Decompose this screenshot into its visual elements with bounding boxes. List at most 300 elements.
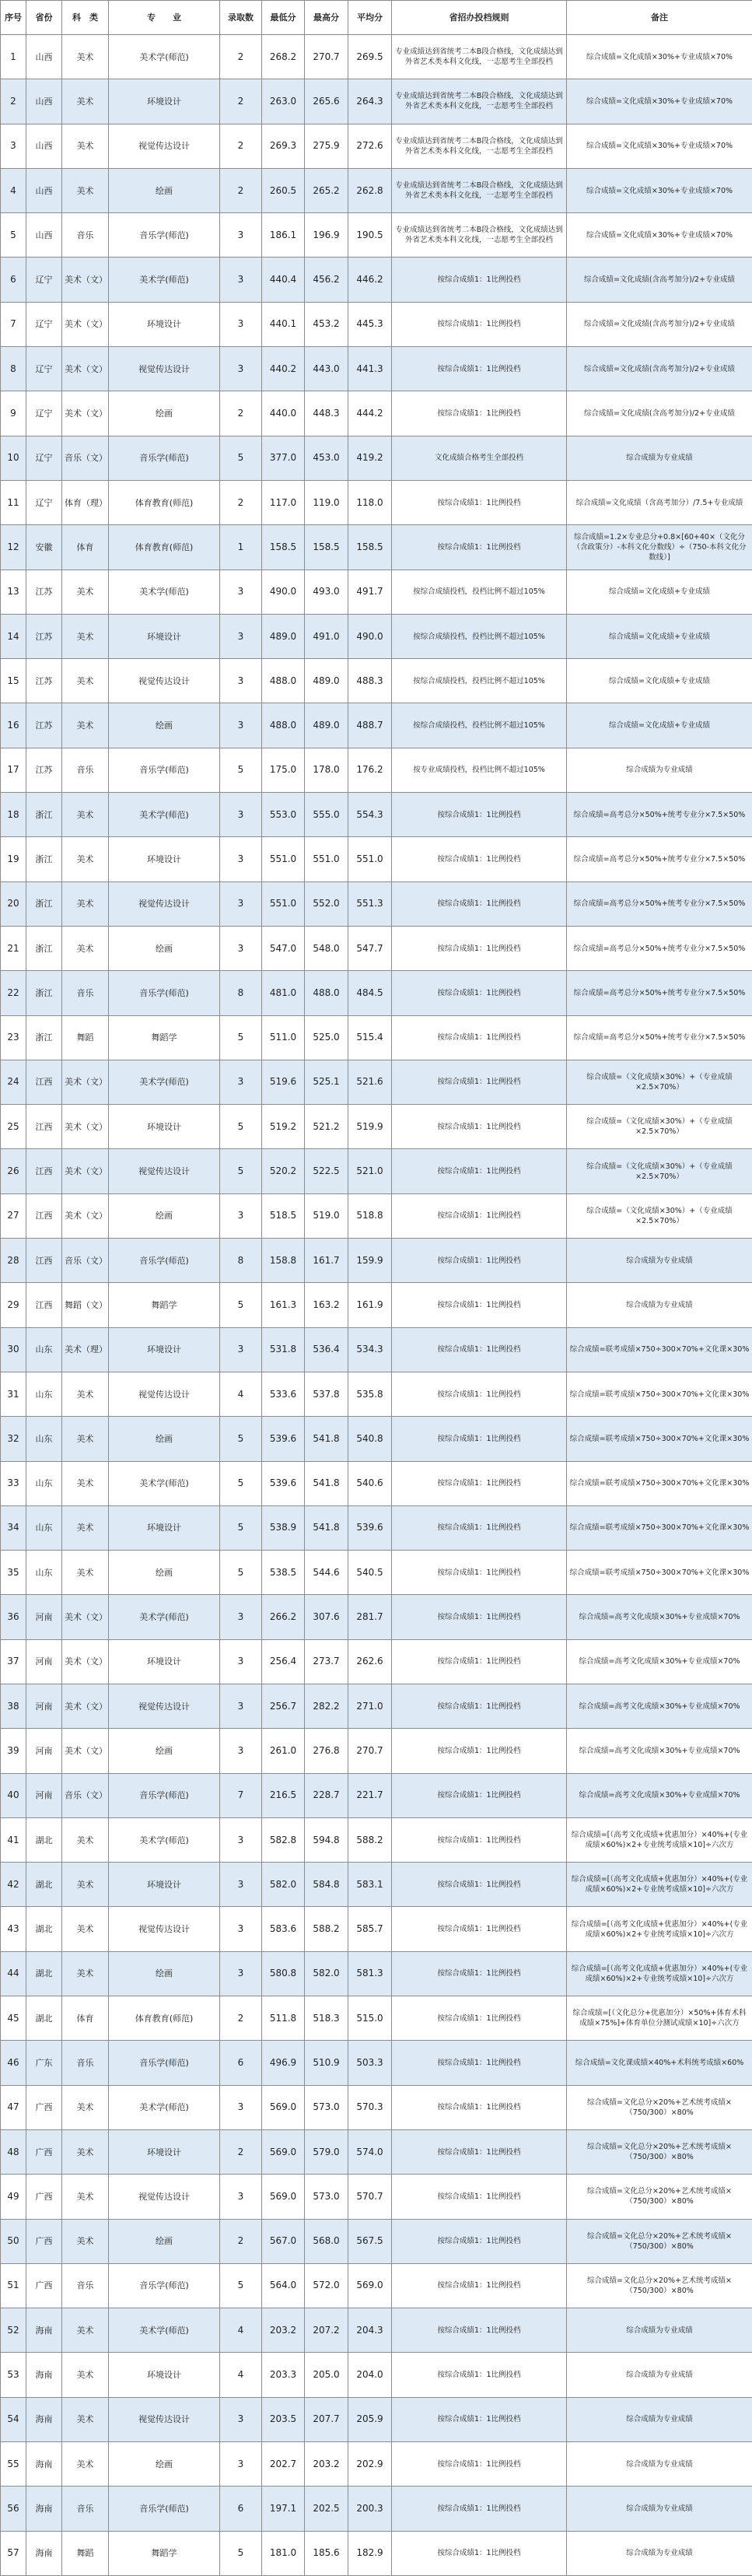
cell-index: 14 — [1, 614, 26, 658]
cell-max-score: 594.8 — [305, 1817, 348, 1862]
cell-major: 音乐学(师范) — [109, 436, 220, 480]
cell-major: 绘画 — [109, 168, 220, 212]
cell-avg-score: 419.2 — [348, 436, 392, 480]
cell-min-score: 582.8 — [262, 1817, 305, 1862]
cell-category: 美术 — [62, 1505, 109, 1550]
cell-avg-score: 118.0 — [348, 480, 392, 524]
table-row — [1, 926, 752, 970]
cell-category: 体育（理） — [62, 480, 109, 524]
cell-category: 舞蹈 — [62, 1015, 109, 1060]
cell-index: 33 — [1, 1461, 26, 1505]
cell-note: 综合成绩=[（高考文化成绩+优惠加分）×40%+(专业成绩×60%)×2+专业统考成绩×10]÷六次方 — [567, 1907, 752, 1951]
table-row — [1, 837, 752, 881]
table-row — [1, 2129, 752, 2174]
cell-rule: 按综合成绩1：1比例投档 — [392, 1060, 567, 1104]
table-body — [1, 35, 752, 2576]
cell-index: 52 — [1, 2308, 26, 2353]
cell-admitted: 2 — [220, 124, 262, 168]
cell-province: 山西 — [26, 168, 62, 212]
cell-category: 美术 — [62, 659, 109, 703]
cell-major: 音乐学(师范) — [109, 1239, 220, 1283]
cell-min-score: 569.0 — [262, 2175, 305, 2219]
table-row — [1, 1595, 752, 1639]
cell-index: 10 — [1, 436, 26, 480]
cell-category: 音乐 — [62, 2041, 109, 2085]
cell-avg-score: 488.7 — [348, 703, 392, 748]
cell-max-score: 491.0 — [305, 614, 348, 658]
cell-category: 美术 — [62, 1863, 109, 1907]
cell-rule: 按综合成绩1：1比例投档 — [392, 302, 567, 346]
cell-max-score: 510.9 — [305, 2041, 348, 2085]
cell-category: 美术（理） — [62, 1327, 109, 1372]
table-row — [1, 1461, 752, 1505]
cell-index: 25 — [1, 1105, 26, 1149]
cell-rule: 按综合成绩1：1比例投档 — [392, 881, 567, 926]
cell-major: 视觉传达设计 — [109, 1372, 220, 1416]
cell-rule: 专业成绩达到省统考二本B段合格线，文化成绩达到外省艺术类本科文化线，一志愿考生全部投档 — [392, 79, 567, 124]
cell-index: 51 — [1, 2263, 26, 2308]
cell-max-score: 161.7 — [305, 1239, 348, 1283]
cell-admitted: 8 — [220, 971, 262, 1015]
cell-rule: 按综合成绩1：1比例投档 — [392, 1951, 567, 1996]
cell-note: 综合成绩=文化成绩+专业成绩 — [567, 659, 752, 703]
cell-admitted: 3 — [220, 258, 262, 302]
cell-note: 综合成绩=联考成绩×750÷300×70%+文化课×30% — [567, 1327, 752, 1372]
cell-max-score: 541.8 — [305, 1461, 348, 1505]
cell-max-score: 489.0 — [305, 659, 348, 703]
cell-major: 绘画 — [109, 926, 220, 970]
cell-note: 综合成绩为专业成绩 — [567, 2531, 752, 2575]
table-row — [1, 971, 752, 1015]
cell-index: 54 — [1, 2397, 26, 2441]
cell-min-score: 564.0 — [262, 2263, 305, 2308]
cell-rule: 按综合成绩1：1比例投档 — [392, 2041, 567, 2085]
cell-major: 环境设计 — [109, 1327, 220, 1372]
cell-min-score: 539.6 — [262, 1461, 305, 1505]
cell-rule: 按综合成绩1：1比例投档 — [392, 2397, 567, 2441]
cell-major: 绘画 — [109, 1551, 220, 1595]
table-row — [1, 436, 752, 480]
cell-min-score: 377.0 — [262, 436, 305, 480]
cell-min-score: 440.2 — [262, 347, 305, 391]
table-row — [1, 1283, 752, 1327]
cell-max-score: 163.2 — [305, 1283, 348, 1327]
cell-note: 综合成绩=高考文化成绩×30%+专业成绩×70% — [567, 1773, 752, 1817]
cell-rule: 按综合成绩1：1比例投档 — [392, 2442, 567, 2487]
table-row — [1, 2041, 752, 2085]
cell-admitted: 3 — [220, 1907, 262, 1951]
cell-note: 综合成绩=高考总分×50%+统考专业分×7.5×50% — [567, 793, 752, 837]
cell-min-score: 520.2 — [262, 1149, 305, 1193]
cell-category: 美术（文） — [62, 1595, 109, 1639]
cell-avg-score: 585.7 — [348, 1907, 392, 1951]
cell-note: 综合成绩=联考成绩×750÷300×70%+文化课×30% — [567, 1417, 752, 1461]
cell-major: 视觉传达设计 — [109, 659, 220, 703]
cell-index: 44 — [1, 1951, 26, 1996]
cell-max-score: 448.3 — [305, 391, 348, 436]
cell-note: 综合成绩=高考总分×50%+统考专业分×7.5×50% — [567, 881, 752, 926]
cell-max-score: 202.5 — [305, 2487, 348, 2531]
cell-major: 绘画 — [109, 1417, 220, 1461]
cell-admitted: 3 — [220, 213, 262, 258]
cell-category: 美术 — [62, 703, 109, 748]
cell-rule: 按综合成绩1：1比例投档 — [392, 1149, 567, 1193]
cell-index: 21 — [1, 926, 26, 970]
table-row — [1, 1015, 752, 1060]
cell-max-score: 588.2 — [305, 1907, 348, 1951]
cell-index: 43 — [1, 1907, 26, 1951]
cell-major: 美术学(师范) — [109, 1461, 220, 1505]
cell-index: 9 — [1, 391, 26, 436]
cell-avg-score: 444.2 — [348, 391, 392, 436]
cell-category: 美术 — [62, 926, 109, 970]
cell-admitted: 3 — [220, 614, 262, 658]
cell-major: 视觉传达设计 — [109, 1907, 220, 1951]
cell-rule: 按综合成绩1：1比例投档 — [392, 1239, 567, 1283]
cell-major: 绘画 — [109, 1951, 220, 1996]
cell-admitted: 5 — [220, 1015, 262, 1060]
cell-province: 浙江 — [26, 837, 62, 881]
cell-province: 海南 — [26, 2353, 62, 2397]
cell-province: 江苏 — [26, 659, 62, 703]
cell-major: 音乐学(师范) — [109, 2041, 220, 2085]
cell-admitted: 3 — [220, 1595, 262, 1639]
cell-min-score: 518.5 — [262, 1193, 305, 1238]
cell-category: 美术 — [62, 881, 109, 926]
header-rule: 省招办投档规则 — [392, 1, 567, 35]
cell-rule: 按综合成绩1：1比例投档 — [392, 2353, 567, 2397]
cell-max-score: 493.0 — [305, 570, 348, 614]
cell-min-score: 256.4 — [262, 1639, 305, 1684]
cell-rule: 按综合成绩1：1比例投档 — [392, 2308, 567, 2353]
cell-note: 综合成绩=（文化成绩×30%）+（专业成绩×2.5×70%） — [567, 1149, 752, 1193]
cell-max-score: 518.3 — [305, 1996, 348, 2041]
cell-major: 绘画 — [109, 1729, 220, 1773]
cell-category: 美术 — [62, 79, 109, 124]
cell-admitted: 3 — [220, 2397, 262, 2441]
table-row — [1, 1863, 752, 1907]
cell-index: 55 — [1, 2442, 26, 2487]
cell-major: 音乐学(师范) — [109, 748, 220, 792]
cell-max-score: 282.2 — [305, 1684, 348, 1728]
cell-admitted: 7 — [220, 1773, 262, 1817]
cell-min-score: 216.5 — [262, 1773, 305, 1817]
cell-avg-score: 540.5 — [348, 1551, 392, 1595]
cell-admitted: 5 — [220, 1105, 262, 1149]
cell-max-score: 207.7 — [305, 2397, 348, 2441]
cell-major: 环境设计 — [109, 302, 220, 346]
cell-note: 综合成绩=联考成绩×750÷300×70%+文化课×30% — [567, 1372, 752, 1416]
cell-avg-score: 583.1 — [348, 1863, 392, 1907]
cell-index: 16 — [1, 703, 26, 748]
cell-min-score: 539.6 — [262, 1417, 305, 1461]
cell-max-score: 522.5 — [305, 1149, 348, 1193]
cell-note: 综合成绩为专业成绩 — [567, 436, 752, 480]
cell-province: 广西 — [26, 2263, 62, 2308]
cell-min-score: 569.0 — [262, 2129, 305, 2174]
cell-min-score: 266.2 — [262, 1595, 305, 1639]
cell-avg-score: 570.7 — [348, 2175, 392, 2219]
cell-min-score: 261.0 — [262, 1729, 305, 1773]
cell-avg-score: 204.3 — [348, 2308, 392, 2353]
cell-rule: 按综合成绩1：1比例投档 — [392, 525, 567, 570]
cell-max-score: 573.0 — [305, 2175, 348, 2219]
cell-rule: 按综合成绩1：1比例投档 — [392, 347, 567, 391]
cell-min-score: 161.3 — [262, 1283, 305, 1327]
cell-province: 河南 — [26, 1773, 62, 1817]
cell-max-score: 548.0 — [305, 926, 348, 970]
cell-note: 综合成绩=（文化成绩×30%）+（专业成绩×2.5×70%） — [567, 1105, 752, 1149]
cell-admitted: 3 — [220, 570, 262, 614]
cell-rule: 按综合成绩1：1比例投档 — [392, 2175, 567, 2219]
cell-min-score: 186.1 — [262, 213, 305, 258]
cell-admitted: 3 — [220, 837, 262, 881]
cell-major: 美术学(师范) — [109, 2308, 220, 2353]
cell-rule: 专业成绩达到省统考二本B段合格线，文化成绩达到外省艺术类本科文化线，一志愿考生全部投档 — [392, 168, 567, 212]
table-row — [1, 1060, 752, 1104]
cell-admitted: 2 — [220, 35, 262, 79]
cell-index: 24 — [1, 1060, 26, 1104]
cell-note: 综合成绩=高考文化成绩×30%+专业成绩×70% — [567, 1684, 752, 1728]
table-row — [1, 480, 752, 524]
cell-max-score: 584.8 — [305, 1863, 348, 1907]
cell-province: 河南 — [26, 1639, 62, 1684]
cell-category: 舞蹈 — [62, 2531, 109, 2575]
table-row — [1, 2487, 752, 2531]
cell-note: 综合成绩=文化成绩（含高考加分）/7.5+专业成绩 — [567, 480, 752, 524]
cell-province: 山东 — [26, 1551, 62, 1595]
cell-rule: 专业成绩达到省统考二本B段合格线，文化成绩达到外省艺术类本科文化线，一志愿考生全部投档 — [392, 124, 567, 168]
cell-admitted: 3 — [220, 1951, 262, 1996]
table-row — [1, 1996, 752, 2041]
cell-major: 视觉传达设计 — [109, 2397, 220, 2441]
cell-admitted: 5 — [220, 1551, 262, 1595]
cell-avg-score: 441.3 — [348, 347, 392, 391]
cell-major: 美术学(师范) — [109, 35, 220, 79]
cell-category: 美术 — [62, 570, 109, 614]
cell-category: 美术（文） — [62, 391, 109, 436]
cell-avg-score: 271.0 — [348, 1684, 392, 1728]
cell-min-score: 567.0 — [262, 2219, 305, 2263]
cell-note: 综合成绩为专业成绩 — [567, 2397, 752, 2441]
cell-rule: 按综合成绩1：1比例投档 — [392, 926, 567, 970]
cell-rule: 按综合成绩1：1比例投档 — [392, 1684, 567, 1728]
cell-index: 37 — [1, 1639, 26, 1684]
cell-note: 综合成绩=文化成绩×30%+专业成绩×70% — [567, 124, 752, 168]
cell-admitted: 2 — [220, 2219, 262, 2263]
table-row — [1, 1193, 752, 1238]
cell-index: 27 — [1, 1193, 26, 1238]
cell-avg-score: 581.3 — [348, 1951, 392, 1996]
cell-avg-score: 446.2 — [348, 258, 392, 302]
cell-index: 20 — [1, 881, 26, 926]
cell-rule: 专业成绩达到省统考二本B段合格线，文化成绩达到外省艺术类本科文化线，一志愿考生全部投档 — [392, 35, 567, 79]
cell-rule: 按综合成绩1：1比例投档 — [392, 1996, 567, 2041]
cell-min-score: 569.0 — [262, 2085, 305, 2129]
cell-min-score: 158.8 — [262, 1239, 305, 1283]
cell-index: 49 — [1, 2175, 26, 2219]
cell-major: 音乐学(师范) — [109, 213, 220, 258]
cell-note: 综合成绩=文化成绩×30%+专业成绩×70% — [567, 168, 752, 212]
table-row — [1, 1951, 752, 1996]
cell-province: 山西 — [26, 79, 62, 124]
cell-min-score: 538.5 — [262, 1551, 305, 1595]
cell-max-score: 488.0 — [305, 971, 348, 1015]
cell-note: 综合成绩=文化总分×20%+艺术统考成绩×（750/300）×80% — [567, 2219, 752, 2263]
cell-province: 海南 — [26, 2487, 62, 2531]
cell-category: 美术 — [62, 1372, 109, 1416]
cell-min-score: 538.9 — [262, 1505, 305, 1550]
cell-province: 湖北 — [26, 1996, 62, 2041]
cell-max-score: 489.0 — [305, 703, 348, 748]
cell-major: 绘画 — [109, 2219, 220, 2263]
cell-avg-score: 158.5 — [348, 525, 392, 570]
cell-category: 美术 — [62, 1951, 109, 1996]
table-row — [1, 1149, 752, 1193]
cell-note: 综合成绩为专业成绩 — [567, 2487, 752, 2531]
cell-min-score: 551.0 — [262, 837, 305, 881]
cell-index: 6 — [1, 258, 26, 302]
cell-avg-score: 551.0 — [348, 837, 392, 881]
cell-rule: 按综合成绩1：1比例投档 — [392, 1461, 567, 1505]
cell-max-score: 178.0 — [305, 748, 348, 792]
cell-avg-score: 521.0 — [348, 1149, 392, 1193]
cell-min-score: 440.1 — [262, 302, 305, 346]
cell-index: 8 — [1, 347, 26, 391]
table-row — [1, 2353, 752, 2397]
cell-avg-score: 270.7 — [348, 1729, 392, 1773]
cell-avg-score: 204.0 — [348, 2353, 392, 2397]
cell-max-score: 555.0 — [305, 793, 348, 837]
cell-category: 美术 — [62, 2308, 109, 2353]
cell-province: 江西 — [26, 1105, 62, 1149]
cell-note: 综合成绩=文化成绩×30%+专业成绩×70% — [567, 79, 752, 124]
cell-index: 48 — [1, 2129, 26, 2174]
cell-province: 浙江 — [26, 926, 62, 970]
cell-note: 综合成绩=高考总分×50%+统考专业分×7.5×50% — [567, 926, 752, 970]
cell-category: 美术 — [62, 614, 109, 658]
cell-max-score: 456.2 — [305, 258, 348, 302]
cell-admitted: 3 — [220, 2085, 262, 2129]
cell-min-score: 582.0 — [262, 1863, 305, 1907]
cell-major: 视觉传达设计 — [109, 1684, 220, 1728]
cell-max-score: 551.0 — [305, 837, 348, 881]
table-row — [1, 2397, 752, 2441]
cell-rule: 按综合成绩1：1比例投档 — [392, 1105, 567, 1149]
cell-major: 环境设计 — [109, 1505, 220, 1550]
cell-avg-score: 205.9 — [348, 2397, 392, 2441]
cell-note: 综合成绩=文化成绩+专业成绩 — [567, 570, 752, 614]
cell-max-score: 541.8 — [305, 1505, 348, 1550]
cell-avg-score: 262.8 — [348, 168, 392, 212]
cell-min-score: 269.3 — [262, 124, 305, 168]
cell-major: 绘画 — [109, 391, 220, 436]
cell-province: 广西 — [26, 2175, 62, 2219]
cell-admitted: 4 — [220, 1372, 262, 1416]
cell-province: 辽宁 — [26, 436, 62, 480]
cell-max-score: 536.4 — [305, 1327, 348, 1372]
cell-note: 综合成绩=联考成绩×750÷300×70%+文化课×30% — [567, 1551, 752, 1595]
cell-avg-score: 540.6 — [348, 1461, 392, 1505]
cell-index: 45 — [1, 1996, 26, 2041]
cell-avg-score: 190.5 — [348, 213, 392, 258]
cell-major: 环境设计 — [109, 1105, 220, 1149]
cell-category: 美术（文） — [62, 258, 109, 302]
cell-rule: 按综合成绩1：1比例投档 — [392, 1773, 567, 1817]
cell-max-score: 275.9 — [305, 124, 348, 168]
cell-note: 综合成绩=文化总分×20%+艺术统考成绩×（750/300）×80% — [567, 2263, 752, 2308]
table-row — [1, 2175, 752, 2219]
cell-note: 综合成绩=文化成绩(含高考加分)/2+专业成绩 — [567, 391, 752, 436]
cell-category: 美术（文） — [62, 1060, 109, 1104]
cell-note: 综合成绩为专业成绩 — [567, 748, 752, 792]
cell-major: 音乐学(师范) — [109, 971, 220, 1015]
cell-index: 35 — [1, 1551, 26, 1595]
cell-min-score: 440.4 — [262, 258, 305, 302]
table-row — [1, 213, 752, 258]
cell-min-score: 268.2 — [262, 35, 305, 79]
cell-rule: 文化成绩合格考生全部投档 — [392, 436, 567, 480]
cell-category: 美术 — [62, 2129, 109, 2174]
cell-category: 音乐 — [62, 971, 109, 1015]
cell-note: 综合成绩=文化成绩(含高考加分)/2+专业成绩 — [567, 258, 752, 302]
cell-category: 美术 — [62, 2085, 109, 2129]
cell-avg-score: 503.3 — [348, 2041, 392, 2085]
cell-max-score: 568.0 — [305, 2219, 348, 2263]
cell-category: 美术 — [62, 793, 109, 837]
cell-avg-score: 551.3 — [348, 881, 392, 926]
cell-rule: 按综合成绩1：1比例投档 — [392, 1729, 567, 1773]
cell-note: 综合成绩=联考成绩×750÷300×70%+文化课×30% — [567, 1461, 752, 1505]
cell-admitted: 3 — [220, 1817, 262, 1862]
header-min-score: 最低分 — [262, 1, 305, 35]
cell-index: 57 — [1, 2531, 26, 2575]
cell-avg-score: 521.6 — [348, 1060, 392, 1104]
cell-category: 美术 — [62, 837, 109, 881]
cell-max-score: 525.0 — [305, 1015, 348, 1060]
cell-category: 音乐（文） — [62, 1773, 109, 1817]
cell-category: 美术 — [62, 2219, 109, 2263]
cell-min-score: 583.6 — [262, 1907, 305, 1951]
cell-category: 美术 — [62, 1461, 109, 1505]
cell-rule: 按综合成绩1：1比例投档 — [392, 1817, 567, 1862]
cell-province: 山东 — [26, 1505, 62, 1550]
table-row — [1, 703, 752, 748]
cell-admitted: 2 — [220, 79, 262, 124]
cell-admitted: 5 — [220, 1149, 262, 1193]
cell-admitted: 2 — [220, 168, 262, 212]
cell-province: 山东 — [26, 1372, 62, 1416]
cell-category: 美术（文） — [62, 347, 109, 391]
table-row — [1, 1417, 752, 1461]
cell-rule: 按综合成绩1：1比例投档 — [392, 2085, 567, 2129]
cell-avg-score: 161.9 — [348, 1283, 392, 1327]
cell-major: 绘画 — [109, 1193, 220, 1238]
cell-min-score: 260.5 — [262, 168, 305, 212]
cell-category: 美术 — [62, 1907, 109, 1951]
cell-min-score: 489.0 — [262, 614, 305, 658]
cell-min-score: 197.1 — [262, 2487, 305, 2531]
cell-avg-score: 567.5 — [348, 2219, 392, 2263]
cell-province: 江西 — [26, 1239, 62, 1283]
cell-rule: 按综合成绩1：1比例投档 — [392, 1505, 567, 1550]
cell-index: 12 — [1, 525, 26, 570]
cell-admitted: 4 — [220, 2353, 262, 2397]
cell-avg-score: 264.3 — [348, 79, 392, 124]
cell-index: 18 — [1, 793, 26, 837]
cell-province: 江苏 — [26, 748, 62, 792]
cell-min-score: 533.6 — [262, 1372, 305, 1416]
